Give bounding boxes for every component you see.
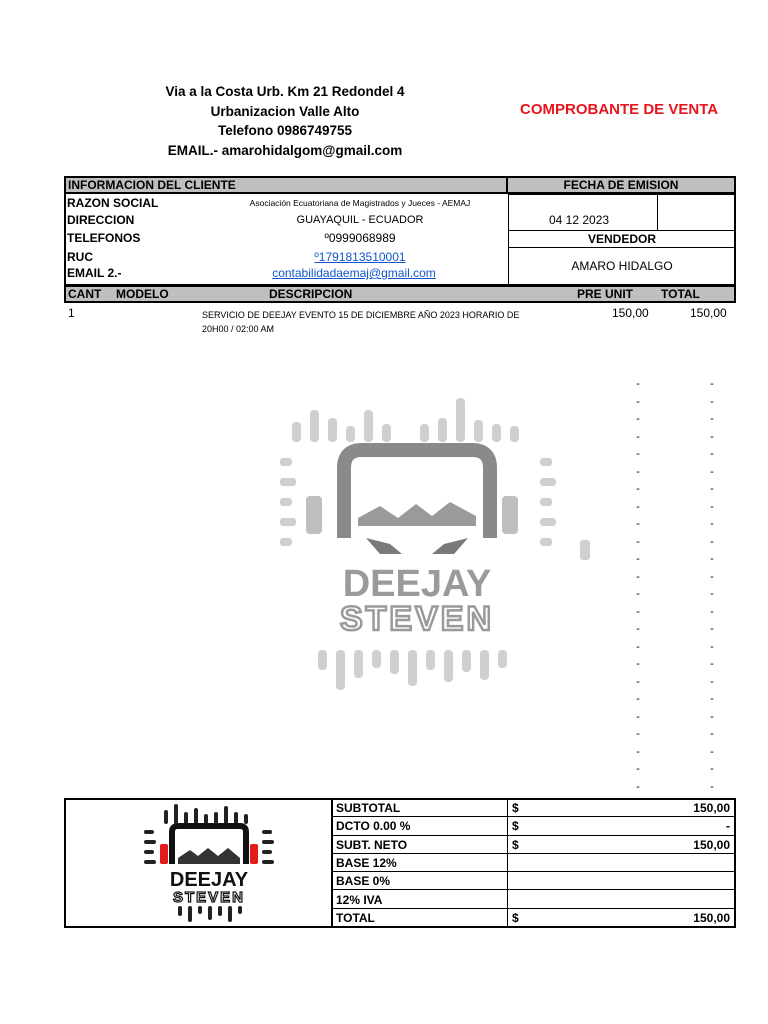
empty-row-dash-preunit: - xyxy=(636,448,640,460)
items-header-descripcion: DESCRIPCION xyxy=(269,287,353,301)
empty-row-dash-preunit: - xyxy=(636,780,640,793)
watermark-earcup-right xyxy=(502,496,518,534)
empty-row-dash-preunit: - xyxy=(636,518,640,530)
email2-value[interactable]: contabilidadaemaj@gmail.com xyxy=(272,266,436,280)
empty-row-dash-total: - xyxy=(710,693,714,705)
empty-row-dash-total: - xyxy=(710,500,714,513)
client-info-header xyxy=(64,176,508,194)
telefonos-label: TELEFONOS xyxy=(67,231,141,245)
direccion-label: DIRECCION xyxy=(67,213,135,227)
empty-row-dash-total: - xyxy=(710,378,714,390)
company-email: EMAIL.- amarohidalgom@gmail.com xyxy=(167,142,403,158)
item-pre-unit: 150,00 xyxy=(612,306,649,320)
ruc-label: RUC xyxy=(67,250,93,264)
empty-row-dash-preunit: - xyxy=(636,413,640,425)
empty-row-dash-total: - xyxy=(710,710,714,723)
totals-row-value xyxy=(508,909,734,927)
item-description xyxy=(202,308,519,336)
watermark-eye-left xyxy=(366,538,402,554)
logo-hair xyxy=(178,848,240,864)
items-header-modelo: MODELO xyxy=(116,287,169,301)
empty-row-dash-total: - xyxy=(710,745,714,758)
client-info-header-label: INFORMACION DEL CLIENTE xyxy=(68,178,236,192)
empty-row-dash-preunit: - xyxy=(636,570,640,583)
empty-row-dash-preunit: - xyxy=(636,588,640,600)
logo-bottom-bars xyxy=(178,906,242,922)
company-info xyxy=(140,82,430,160)
table-row xyxy=(64,306,736,340)
empty-row-dash-total: - xyxy=(710,430,714,443)
logo-text-deejay: DEEJAY xyxy=(169,869,249,891)
empty-row-dash-preunit: - xyxy=(636,553,640,565)
item-total: 150,00 xyxy=(690,306,727,320)
empty-row-dash-preunit: - xyxy=(636,500,640,513)
empty-row-dash-total: - xyxy=(710,763,714,775)
totals-row-label: DCTO 0.00 % xyxy=(333,817,507,835)
currency-symbol: $ xyxy=(512,819,519,834)
empty-row-dash-preunit: - xyxy=(636,430,640,443)
watermark-top-bars xyxy=(292,398,519,442)
item-cant: 1 xyxy=(68,306,75,320)
empty-row-dash-preunit: - xyxy=(636,710,640,723)
totals-row-label: BASE 12% xyxy=(333,854,507,872)
empty-row-dash-total: - xyxy=(710,588,714,600)
totals-row-value xyxy=(508,872,734,890)
empty-row-dash-total: - xyxy=(710,518,714,530)
amount: 150,00 xyxy=(693,910,730,925)
vendedor-header xyxy=(508,230,736,248)
logo-text-steven: STEVEN xyxy=(172,889,246,906)
fecha-extra-box xyxy=(657,194,736,231)
telefonos-value: º0999068989 xyxy=(324,231,396,245)
watermark-side-bars xyxy=(280,458,590,560)
empty-row-dash-preunit: - xyxy=(636,378,640,390)
empty-row-dash-preunit: - xyxy=(636,675,640,688)
empty-row-dash-total: - xyxy=(710,658,714,670)
empty-row-dash-preunit: - xyxy=(636,535,640,548)
amount: 150,00 xyxy=(693,801,730,815)
empty-row-dash-total: - xyxy=(710,728,714,740)
razon-social-value: Asociación Ecuatoriana de Magistrados y Jueces - AEMAJ xyxy=(249,198,471,208)
logo-earcup-left xyxy=(160,844,168,864)
empty-row-dash-preunit: - xyxy=(636,640,640,653)
empty-row-dash-total: - xyxy=(710,640,714,653)
totals-row-value xyxy=(508,836,734,854)
empty-row-dash-total: - xyxy=(710,395,714,408)
empty-row-dash-total: - xyxy=(710,465,714,478)
logo-earcup-right xyxy=(250,844,258,864)
empty-row-dash-total: - xyxy=(710,623,714,635)
empty-row-dash-total: - xyxy=(710,570,714,583)
vendedor-label: VENDEDOR xyxy=(587,232,656,246)
empty-row-dash-preunit: - xyxy=(636,745,640,758)
empty-row-dash-total: - xyxy=(710,553,714,565)
empty-row-dash-total: - xyxy=(710,413,714,425)
direccion-value: GUAYAQUIL - ECUADOR xyxy=(296,214,424,226)
items-header-total: TOTAL xyxy=(661,287,700,301)
empty-row-dash-preunit: - xyxy=(636,658,640,670)
company-urbanization: Urbanizacion Valle Alto xyxy=(210,103,360,119)
watermark-hair xyxy=(358,502,476,526)
logo-top-bars xyxy=(164,804,248,824)
currency-symbol: $ xyxy=(512,801,519,815)
empty-row-dash-total: - xyxy=(710,448,714,460)
vendedor-value: AMARO HIDALGO xyxy=(571,259,673,273)
totals-row-value xyxy=(508,817,734,835)
empty-row-dash-total: - xyxy=(710,535,714,548)
totals-row-value xyxy=(508,799,734,817)
totals-row-label: TOTAL xyxy=(336,910,375,925)
empty-row-dash-preunit: - xyxy=(636,605,640,618)
empty-row-dash-preunit: - xyxy=(636,395,640,408)
empty-row-dash-preunit: - xyxy=(636,483,640,495)
fecha-label: FECHA DE EMISION xyxy=(563,178,679,192)
currency-symbol: $ xyxy=(512,837,519,852)
fecha-value-box xyxy=(508,194,658,231)
empty-row-dash-total: - xyxy=(710,780,714,793)
currency-symbol: $ xyxy=(512,910,519,925)
item-description-line2: 20H00 / 02:00 AM xyxy=(202,324,275,334)
item-description-line1: SERVICIO DE DEEJAY EVENTO 15 DE DICIEMBRE AÑO 2023 HORARIO DE xyxy=(202,310,520,320)
company-address: Via a la Costa Urb. Km 21 Redondel 4 xyxy=(165,84,405,99)
items-header-pre-unit: PRE UNIT xyxy=(577,287,634,301)
fecha-header xyxy=(506,176,736,194)
watermark-bottom-bars xyxy=(318,650,507,690)
deejay-steven-logo xyxy=(130,800,290,924)
totals-row-value xyxy=(508,891,734,909)
amount: - xyxy=(726,819,730,834)
totals-row-value xyxy=(508,854,734,872)
totals-row-label: SUBTOTAL xyxy=(333,799,507,817)
deejay-steven-watermark xyxy=(280,388,600,700)
company-phone: Telefono 0986749755 xyxy=(217,123,353,138)
empty-row-dash-total: - xyxy=(710,605,714,618)
empty-row-dash-total: - xyxy=(710,483,714,495)
empty-row-dash-total: - xyxy=(710,675,714,688)
totals-row-label: 12% IVA xyxy=(333,891,507,909)
ruc-value[interactable]: º1791813510001 xyxy=(314,250,406,264)
email2-label: EMAIL 2.- xyxy=(67,266,122,280)
watermark-text-steven: STEVEN xyxy=(339,600,495,638)
watermark-text-deejay: DEEJAY xyxy=(342,563,492,605)
empty-row-dash-preunit: - xyxy=(636,763,640,775)
fecha-value: 04 12 2023 xyxy=(549,213,610,227)
totals-row-label: SUBT. NETO xyxy=(333,836,507,854)
vendedor-value-box xyxy=(508,247,736,286)
totals-row-label: BASE 0% xyxy=(333,872,507,890)
items-header-cant: CANT xyxy=(68,287,102,301)
empty-row-dash-preunit: - xyxy=(636,623,640,635)
empty-row-dash-preunit: - xyxy=(636,465,640,478)
items-header xyxy=(64,285,736,303)
document-title: COMPROBANTE DE VENTA xyxy=(520,101,719,118)
amount: 150,00 xyxy=(693,837,730,852)
empty-row-dash-preunit: - xyxy=(636,693,640,705)
watermark-earcup-left xyxy=(306,496,322,534)
razon-social-label: RAZON SOCIAL xyxy=(67,196,159,210)
watermark-eye-right xyxy=(432,538,468,554)
empty-row-dash-preunit: - xyxy=(636,728,640,740)
